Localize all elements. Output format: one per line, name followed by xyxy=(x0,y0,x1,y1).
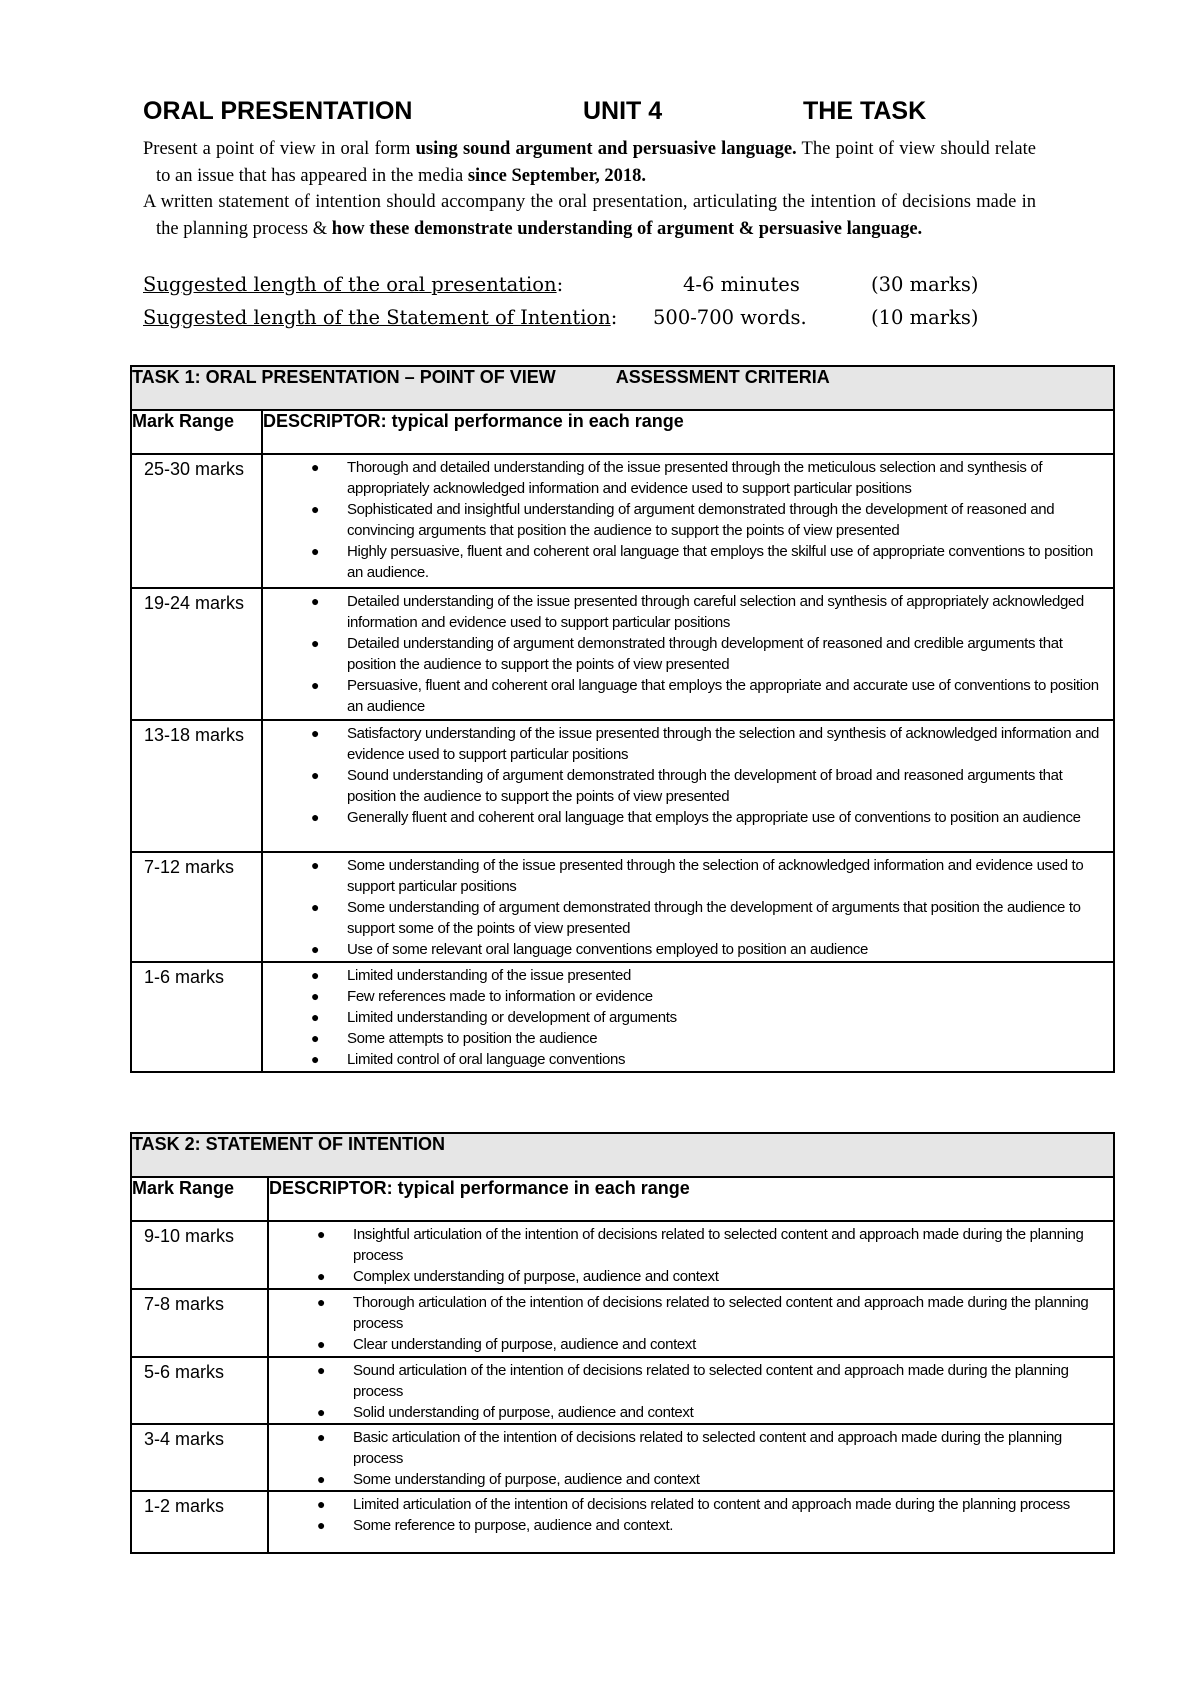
mark-range-cell: 1-2 marks xyxy=(131,1491,268,1553)
mark-range-cell: 7-8 marks xyxy=(131,1289,268,1357)
bullet-icon: ● xyxy=(317,1496,326,1512)
descriptor-item: ● Limited understanding of the issue presented xyxy=(311,967,631,984)
descriptor-item: ● Insightful articulation of the intention of decisions related to selected content and approach made during the planning process xyxy=(317,1226,1084,1264)
title-unit: UNIT 4 xyxy=(583,97,663,125)
bullet-icon: ● xyxy=(317,1517,326,1533)
page-title xyxy=(143,97,1043,133)
descriptor-item: ● Some reference to purpose, audience and context. xyxy=(317,1517,674,1534)
descriptor-item: ● Thorough and detailed understanding of the issue presented through the meticulous selection and synthesis of appropriately acknowledged information and evidence used to support particular positions xyxy=(311,459,1043,497)
descriptor-cell xyxy=(262,454,1114,588)
bullet-icon: ● xyxy=(317,1294,326,1310)
descriptor-item: ● Detailed understanding of argument demonstrated through development of reasoned and credible arguments that position the audience to support the points of view presented xyxy=(311,635,1063,673)
descriptor-cell xyxy=(268,1357,1114,1424)
criteria-row xyxy=(131,588,1114,720)
descriptor-cell xyxy=(262,588,1114,720)
title-the-task: THE TASK xyxy=(803,97,927,125)
column-header-descriptor: DESCRIPTOR: typical performance in each range xyxy=(268,1177,1114,1221)
mark-range-cell: 1-6 marks xyxy=(131,962,262,1072)
length-marks: (30 marks) xyxy=(871,273,979,296)
descriptor-item: ● Persuasive, fluent and coherent oral language that employs the appropriate and accurate use of conventions to position an audience xyxy=(311,677,1099,715)
intro-paragraph-1: Present a point of view in oral form using sound argument and persuasive language. The point of view should relate to an issue that has appeared in the media since September, 2018. xyxy=(143,139,1036,186)
bullet-icon: ● xyxy=(311,941,320,957)
bullet-icon: ● xyxy=(311,677,320,693)
descriptor-item: ● Limited understanding or development of arguments xyxy=(311,1009,677,1026)
descriptor-item: ● Thorough articulation of the intention of decisions related to selected content and approach made during the planning process xyxy=(317,1294,1089,1332)
descriptor-cell xyxy=(268,1491,1114,1553)
length-statement-of-intention: Suggested length of the Statement of Intention: 500-700 words. (10 marks) xyxy=(143,306,979,329)
descriptor-list xyxy=(263,455,1113,583)
descriptor-list xyxy=(269,1425,1113,1490)
descriptor-item: ● Some understanding of the issue presented through the selection of acknowledged information and evidence used to support particular positions xyxy=(311,857,1084,895)
descriptor-list xyxy=(263,963,1113,1070)
criteria-row xyxy=(131,1357,1114,1424)
criteria-row xyxy=(131,1289,1114,1357)
mark-range-cell: 25-30 marks xyxy=(131,454,262,588)
descriptor-item: ● Few references made to information or evidence xyxy=(311,988,653,1005)
task1-table-title: TASK 1: ORAL PRESENTATION – POINT OF VIEW ASSESSMENT CRITERIA xyxy=(131,366,1114,410)
descriptor-item: ● Basic articulation of the intention of decisions related to selected content and approach made during the planning process xyxy=(317,1429,1062,1467)
task1-criteria-table xyxy=(130,365,1115,1073)
bullet-icon: ● xyxy=(317,1362,326,1378)
bullet-icon: ● xyxy=(311,1051,320,1067)
descriptor-cell xyxy=(268,1424,1114,1491)
criteria-row xyxy=(131,1491,1114,1553)
descriptor-item: ● Generally fluent and coherent oral language that employs the appropriate use of conventions to position an audience xyxy=(311,809,1081,826)
mark-range-cell: 9-10 marks xyxy=(131,1221,268,1289)
length-value: 500-700 words. xyxy=(653,306,807,329)
bullet-icon: ● xyxy=(317,1404,326,1420)
descriptor-list xyxy=(269,1290,1113,1355)
bullet-icon: ● xyxy=(317,1336,326,1352)
descriptor-cell xyxy=(262,852,1114,962)
descriptor-list xyxy=(263,853,1113,960)
criteria-row xyxy=(131,852,1114,962)
descriptor-item: ● Clear understanding of purpose, audience and context xyxy=(317,1336,696,1353)
descriptor-item: ● Use of some relevant oral language conventions employed to position an audience xyxy=(311,941,869,958)
column-header-mark-range: Mark Range xyxy=(131,1177,268,1221)
descriptor-item: ● Detailed understanding of the issue presented through careful selection and synthesis of appropriately acknowledged information and evidence used to support particular positions xyxy=(311,593,1084,631)
descriptor-item: ● Some understanding of purpose, audience and context xyxy=(317,1471,700,1488)
bullet-icon: ● xyxy=(317,1429,326,1445)
bullet-icon: ● xyxy=(311,501,320,517)
descriptor-item: ● Solid understanding of purpose, audience and context xyxy=(317,1404,694,1421)
bullet-icon: ● xyxy=(311,543,320,559)
task2-table-title: TASK 2: STATEMENT OF INTENTION xyxy=(131,1133,1114,1177)
title-oral-presentation: ORAL PRESENTATION xyxy=(143,97,413,125)
bullet-icon: ● xyxy=(317,1268,326,1284)
descriptor-cell xyxy=(268,1289,1114,1357)
criteria-row xyxy=(131,1424,1114,1491)
bullet-icon: ● xyxy=(311,809,320,825)
bullet-icon: ● xyxy=(311,593,320,609)
criteria-row xyxy=(131,720,1114,852)
descriptor-item: ● Sound understanding of argument demonstrated through the development of broad and reasoned arguments that position the audience to support the points of view presented xyxy=(311,767,1063,805)
bullet-icon: ● xyxy=(311,1030,320,1046)
column-header-descriptor: DESCRIPTOR: typical performance in each range xyxy=(262,410,1114,454)
descriptor-item: ● Highly persuasive, fluent and coherent oral language that employs the skilful use of appropriate conventions to position an audience. xyxy=(311,543,1093,581)
descriptor-cell xyxy=(262,962,1114,1072)
bullet-icon: ● xyxy=(311,857,320,873)
intro-paragraph-2: A written statement of intention should accompany the oral presentation, articulating the intention of decisions made in the planning process & how these demonstrate understanding of argument & persuasive language. xyxy=(143,192,1036,239)
descriptor-item: ● Some understanding of argument demonstrated through the development of arguments that position the audience to support some of the points of view presented xyxy=(311,899,1081,937)
bullet-icon: ● xyxy=(311,767,320,783)
task-introduction xyxy=(143,136,1036,242)
bullet-icon: ● xyxy=(311,988,320,1004)
length-marks: (10 marks) xyxy=(871,306,979,329)
criteria-row xyxy=(131,454,1114,588)
mark-range-cell: 19-24 marks xyxy=(131,588,262,720)
descriptor-list xyxy=(269,1358,1113,1423)
descriptor-item: ● Complex understanding of purpose, audience and context xyxy=(317,1268,719,1285)
descriptor-item: ● Sophisticated and insightful understanding of argument demonstrated through the development of reasoned and convincing arguments that position the audience to support the points of view presented xyxy=(311,501,1055,539)
descriptor-cell xyxy=(268,1221,1114,1289)
bullet-icon: ● xyxy=(311,459,320,475)
mark-range-cell: 3-4 marks xyxy=(131,1424,268,1491)
descriptor-item: ● Some attempts to position the audience xyxy=(311,1030,598,1047)
descriptor-list xyxy=(269,1492,1113,1536)
length-value: 4-6 minutes xyxy=(683,273,800,296)
bullet-icon: ● xyxy=(311,725,320,741)
bullet-icon: ● xyxy=(317,1471,326,1487)
criteria-row xyxy=(131,962,1114,1072)
mark-range-cell: 13-18 marks xyxy=(131,720,262,852)
descriptor-item: ● Satisfactory understanding of the issue presented through the selection and synthesis of acknowledged information and evidence used to support particular positions xyxy=(311,725,1100,763)
task2-criteria-table xyxy=(130,1132,1115,1554)
bullet-icon: ● xyxy=(311,899,320,915)
bullet-icon: ● xyxy=(311,1009,320,1025)
bullet-icon: ● xyxy=(317,1226,326,1242)
criteria-row xyxy=(131,1221,1114,1289)
descriptor-item: ● Limited control of oral language conventions xyxy=(311,1051,626,1068)
length-oral-presentation: Suggested length of the oral presentation: 4-6 minutes (30 marks) xyxy=(143,273,979,296)
suggested-lengths xyxy=(143,273,1023,339)
descriptor-item: ● Limited articulation of the intention of decisions related to content and approach made during the planning process xyxy=(317,1496,1070,1513)
bullet-icon: ● xyxy=(311,967,320,983)
descriptor-item: ● Sound articulation of the intention of decisions related to selected content and approach made during the planning process xyxy=(317,1362,1069,1400)
bullet-icon: ● xyxy=(311,635,320,651)
mark-range-cell: 7-12 marks xyxy=(131,852,262,962)
descriptor-list xyxy=(263,721,1113,828)
descriptor-list xyxy=(269,1222,1113,1287)
descriptor-list xyxy=(263,589,1113,717)
descriptor-cell xyxy=(262,720,1114,852)
mark-range-cell: 5-6 marks xyxy=(131,1357,268,1424)
column-header-mark-range: Mark Range xyxy=(131,410,262,454)
